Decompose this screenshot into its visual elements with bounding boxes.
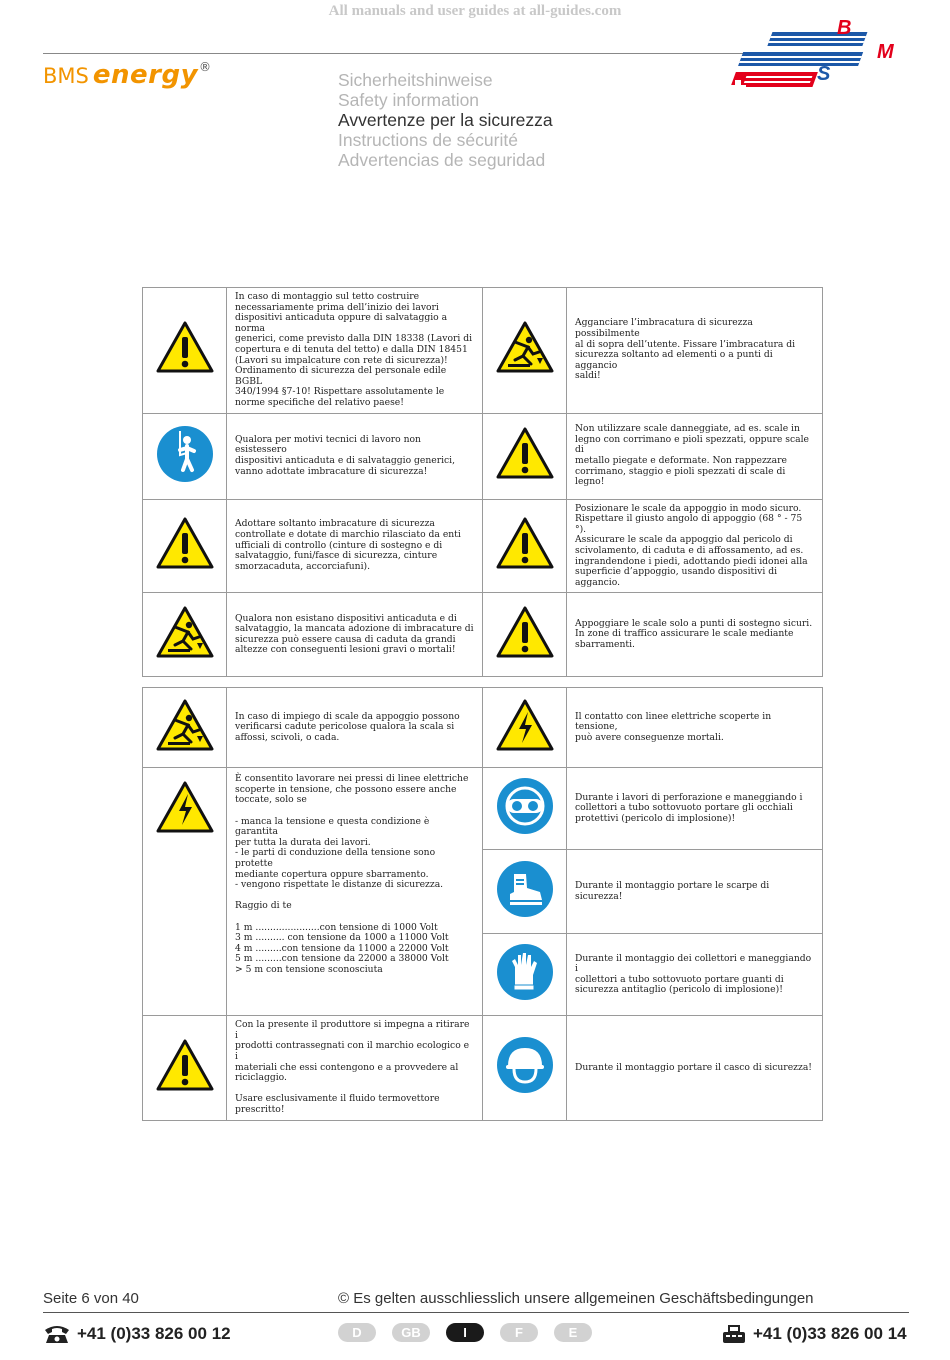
title-fr: Instructions de sécurité: [338, 130, 518, 150]
warning-icon: [483, 499, 567, 593]
safety-text: Agganciare l’imbracatura di sicurezza possibilmente al di sopra dell’utente. Fissare l’imbracatura di sicurezza soltanto ad elementi o a punti di aggancio saldi!: [567, 288, 823, 414]
safety-text: In caso di montaggio sul tetto costruire necessariamente prima dell’inizio dei lavori dispositivi anticaduta oppure di salvataggio a norma generici, come previsto dalla DIN 18338 (Lavori di copertura e di tenuta del tetto) e dalla DIN 18451 (Lavori su impalcature con rete di sicurezza)! Ordinamento di sicurezza del personale edile BGBL 340/1994 §7-10! Rispettare assolutamente le norme specifiche del relativo paese!: [227, 288, 483, 414]
safety-boot-icon: [483, 850, 567, 934]
table-row: [143, 499, 823, 593]
title-es: Advertencias de seguridad: [338, 150, 546, 170]
warning-icon: [143, 1016, 227, 1120]
brand-letter-s: S: [817, 63, 831, 85]
safety-text: Durante i lavori di perforazione e maneggiando i collettori a tubo sottovuoto portare gli occhiali protettivi (pericolo di implosione)!: [567, 768, 823, 850]
language-gb[interactable]: GB: [392, 1323, 430, 1342]
warning-icon: [483, 413, 567, 499]
safety-text: Durante il montaggio portare il casco di sicurezza!: [567, 1016, 823, 1120]
language-de[interactable]: D: [338, 1323, 376, 1342]
safety-text: Qualora non esistano dispositivi anticaduta e di salvataggio, la mancata adozione di imbracature di sicurezza può essere causa di caduta da grandi altezze con conseguenti lesioni gravi o mortali!: [227, 593, 483, 677]
phone-number: +41 (0)33 826 00 12: [77, 1324, 231, 1343]
title-en: Safety information: [338, 90, 480, 110]
table-spacer: [143, 677, 823, 688]
language-fr[interactable]: F: [500, 1323, 538, 1342]
warning-icon: [143, 288, 227, 414]
brand-letter-m: M: [877, 41, 894, 63]
terms-notice: © Es gelten ausschliesslich unsere allgemeinen Geschäftsbedingungen: [338, 1290, 814, 1307]
warning-icon: [483, 593, 567, 677]
page-number: Seite 6 von 40: [43, 1290, 139, 1307]
safety-text: In caso di impiego di scale da appoggio possono verificarsi cadute pericolose qualora la scala si affossi, scivoli, o cada.: [227, 688, 483, 768]
safety-text: Durante il montaggio dei collettori e maneggiando i collettori a tubo sottovuoto portare guanti di sicurezza antitaglio (pericolo di implosione)!: [567, 934, 823, 1016]
safety-table: [142, 287, 823, 1121]
electric-hazard-icon: [143, 768, 227, 1016]
gloves-icon: [483, 934, 567, 1016]
table-row: [143, 1016, 823, 1120]
watermark: All manuals and user guides at all-guides.com: [328, 3, 622, 19]
warning-icon: [143, 499, 227, 593]
fax-number: +41 (0)33 826 00 14: [753, 1324, 907, 1343]
table-row: [143, 413, 823, 499]
safety-text: Qualora per motivi tecnici di lavoro non esistessero dispositivi anticaduta e di salvataggio generici, vanno adottate imbracature di sicurezza!: [227, 413, 483, 499]
safety-text: Con la presente il produttore si impegna a ritirare i prodotti contrassegnati con il marchio ecologico e i materiali che essi contengono e a provvedere al riciclaggio. Usare esclusivamente il fluido termovettore prescritto!: [227, 1016, 483, 1120]
fax-contact: [721, 1324, 907, 1344]
fall-hazard-icon: [143, 593, 227, 677]
bms-brand-logo: [727, 14, 907, 100]
goggles-icon: [483, 768, 567, 850]
bms-energy-logo: [43, 60, 211, 90]
language-selector: [338, 1323, 592, 1342]
header-rule: [43, 53, 749, 54]
safety-text: Adottare soltanto imbracature di sicurezza controllate e dotate di marchio rilasciato da enti ufficiali di controllo (cinture di sostegno e di salvataggio, funi/fasce di sicurezza, cinture smorzacaduta, accorciafuni).: [227, 499, 483, 593]
safety-text: È consentito lavorare nei pressi di linee elettriche scoperte in tensione, che possono essere anche toccate, solo se - manca la tensione e questa condizione è garantita per tutta la durata dei lavori. - le parti di conduzione della tensione sono protette mediante copertura oppure sbarramento. - vengono rispettate le distanze di sicurezza. Raggio di te 1 m ......................con tensione di 1000 Volt 3 m .......... con tensione da 1000 a 11000 Volt 4 m .........con tensione da 11000 a 22000 Volt 5 m .........con tensione da 22000 a 38000 Volt > 5 m con tensione sconosciuta: [227, 768, 483, 1016]
fax-icon: [721, 1324, 747, 1344]
table-row: [143, 768, 823, 850]
logo-energy: energy: [92, 60, 199, 90]
logo-bms: BMS: [43, 64, 89, 88]
fall-hazard-icon: [483, 288, 567, 414]
safety-text: Posizionare le scale da appoggio in modo sicuro. Rispettare il giusto angolo di appoggio (68 ° - 75 °). Assicurare le scale da appoggio dal pericolo di scivolamento, di caduta e di affossamento, ad es. ingrandendone i piedi, adottando piedi idonei alla superficie d’appoggio, usando dispositivi di aggancio.: [567, 499, 823, 593]
logo-registered: ®: [199, 60, 212, 74]
title-it: Avvertenze per la sicurezza: [338, 110, 553, 130]
safety-text: Il contatto con linee elettriche scoperte in tensione, può avere conseguenze mortali.: [567, 688, 823, 768]
safety-text: Non utilizzare scale danneggiate, ad es. scale in legno con corrimano e pioli spezzati, oppure scale di metallo piegate e deformate. Non rappezzare corrimano, staggio e pioli spezzati di scale di legno!: [567, 413, 823, 499]
telephone-icon: [43, 1324, 71, 1344]
safety-harness-icon: [143, 413, 227, 499]
electric-hazard-icon: [483, 688, 567, 768]
language-es[interactable]: E: [554, 1323, 592, 1342]
language-it[interactable]: I: [446, 1323, 484, 1342]
table-row: [143, 288, 823, 414]
table-row: [143, 593, 823, 677]
fall-hazard-icon: [143, 688, 227, 768]
phone-contact: [43, 1324, 231, 1344]
footer-rule: [43, 1312, 909, 1313]
safety-text: Appoggiare le scale solo a punti di sostegno sicuri. In zone di traffico assicurare le scale mediante sbarramenti.: [567, 593, 823, 677]
safety-text: Durante il montaggio portare le scarpe di sicurezza!: [567, 850, 823, 934]
helmet-icon: [483, 1016, 567, 1120]
brand-letter-b: B: [837, 17, 852, 39]
page-title-list: [338, 70, 553, 170]
table-row: [143, 688, 823, 768]
title-de: Sicherheitshinweise: [338, 70, 493, 90]
